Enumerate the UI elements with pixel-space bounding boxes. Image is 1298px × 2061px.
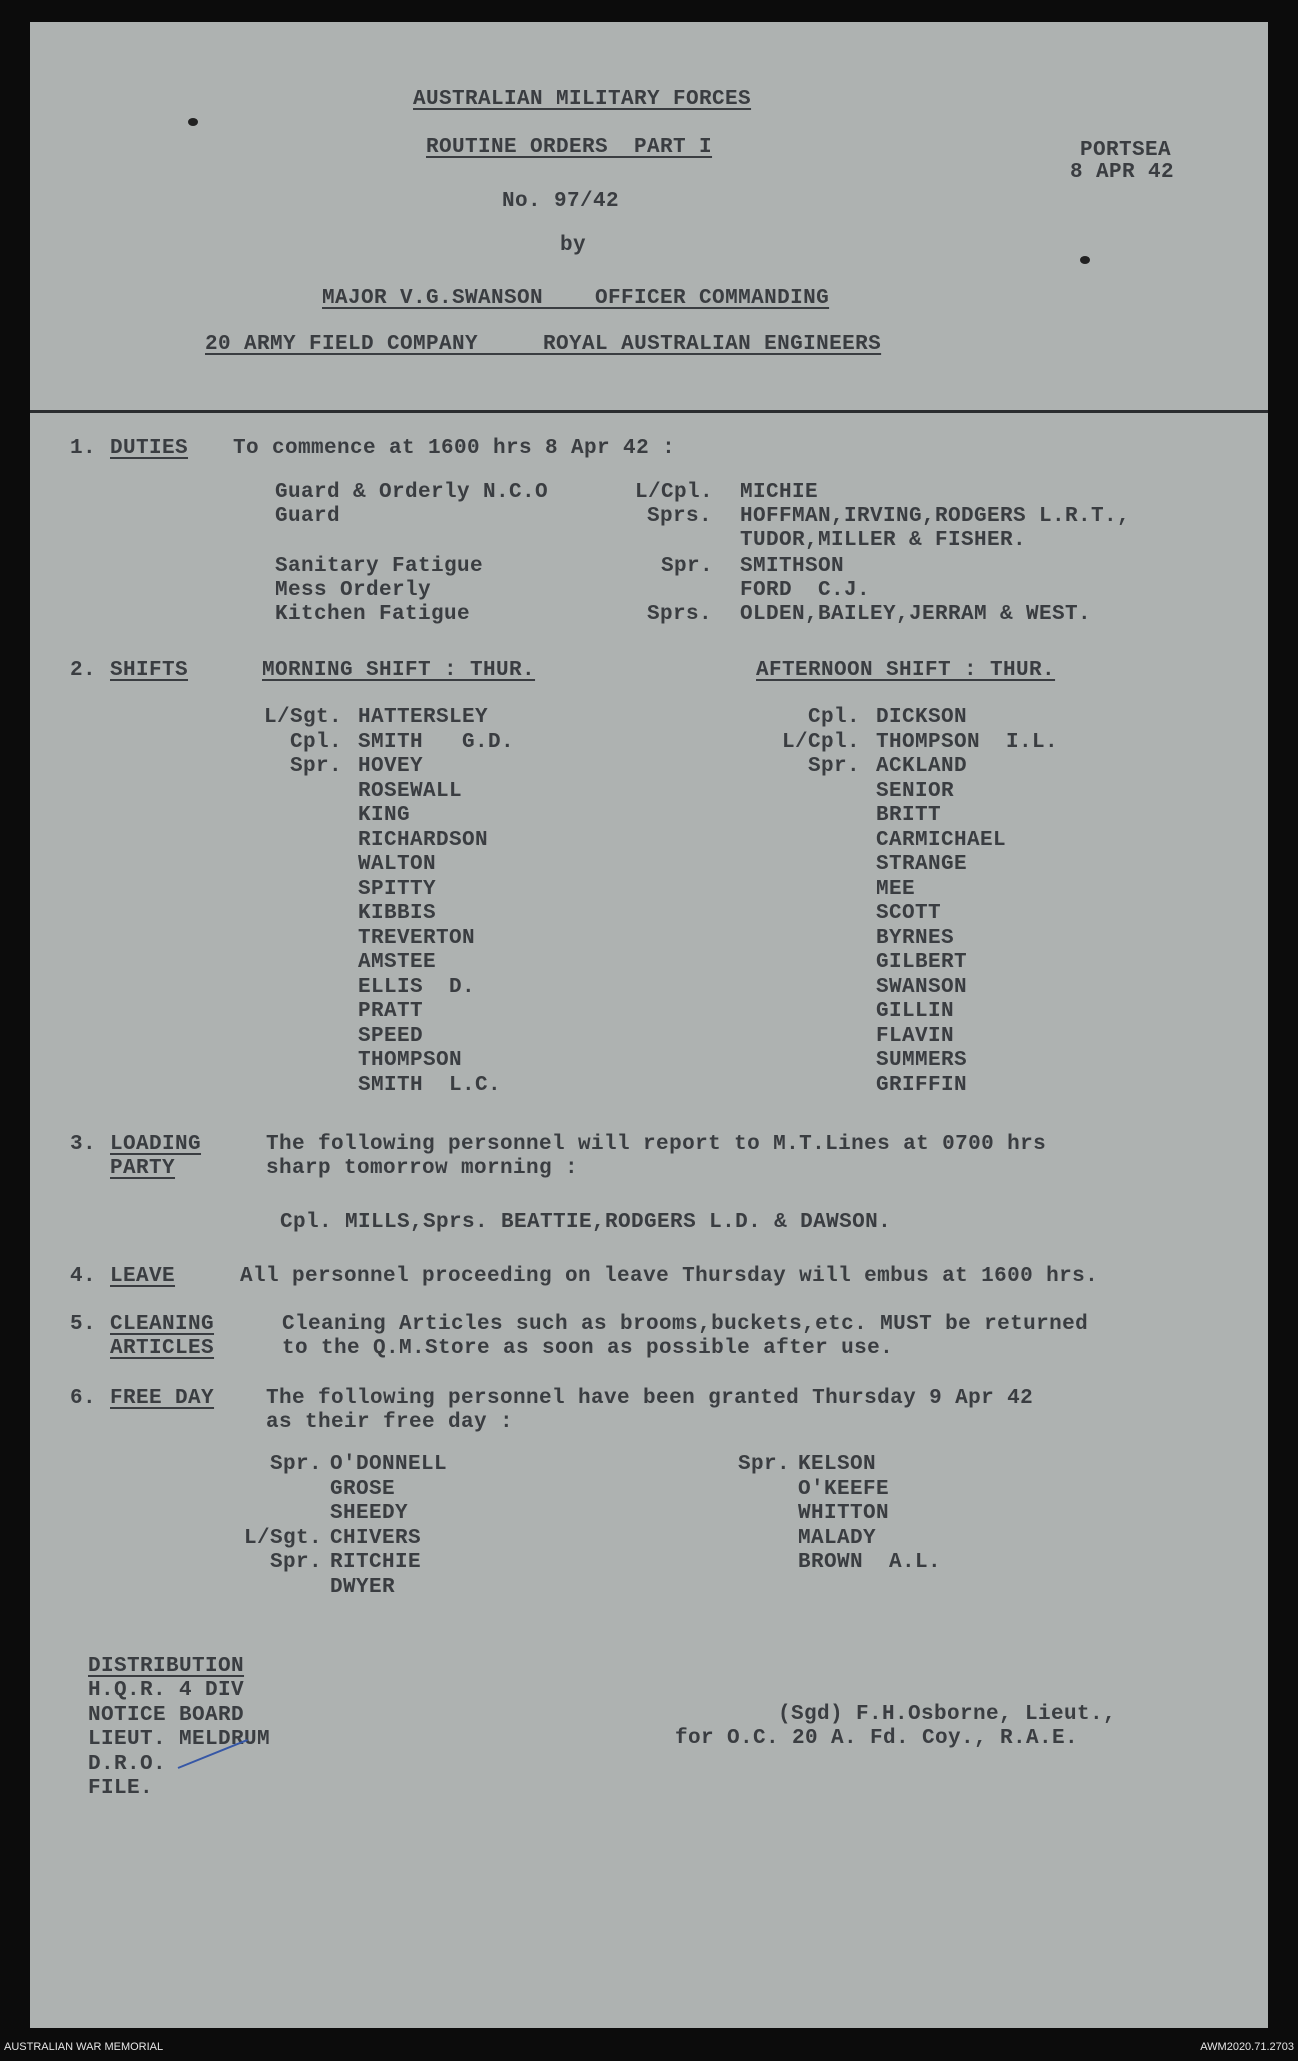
signature-line: for O.C. 20 A. Fd. Coy., R.A.E. <box>675 1727 1079 1750</box>
free-day-left-rank: Spr. <box>269 1551 322 1574</box>
free-day-left-name: GROSE <box>330 1477 396 1501</box>
free-day-right-name: KELSON <box>798 1453 877 1476</box>
morning-shift-name: RICHARDSON <box>358 828 489 852</box>
morning-shift-name: THOMPSON <box>358 1049 463 1072</box>
punch-mark <box>1080 256 1090 264</box>
afternoon-shift-name: GILBERT <box>876 951 968 974</box>
morning-shift-name: ELLIS D. <box>358 975 476 999</box>
afternoon-shift-heading: AFTERNOON SHIFT : THUR. <box>756 659 1056 682</box>
afternoon-shift-name: GRIFFIN <box>876 1073 968 1097</box>
duty-role: Guard <box>275 505 341 528</box>
duty-role: Sanitary Fatigue <box>275 555 484 578</box>
distribution-item: FILE. <box>88 1777 154 1800</box>
afternoon-shift-name: GILLIN <box>876 1000 955 1023</box>
signature-line: (Sgd) F.H.Osborne, Lieut., <box>778 1703 1117 1726</box>
afternoon-shift-name: SWANSON <box>876 975 968 999</box>
duty-rank: Spr. <box>661 555 714 578</box>
morning-shift-name: HATTERSLEY <box>358 706 489 729</box>
section-number: 1. <box>70 437 97 460</box>
section-heading-duties: DUTIES <box>110 437 189 460</box>
morning-shift-heading: MORNING SHIFT : THUR. <box>262 659 536 682</box>
document-title: AUSTRALIAN MILITARY FORCES <box>413 88 752 111</box>
duty-rank: L/Cpl. <box>635 481 714 504</box>
section-heading-loading: LOADING <box>110 1133 202 1156</box>
afternoon-shift-name: STRANGE <box>876 853 968 876</box>
afternoon-shift-name: BRITT <box>876 804 942 827</box>
free-day-right-name: MALADY <box>798 1526 877 1550</box>
duty-role: Kitchen Fatigue <box>275 603 471 626</box>
morning-shift-name: SMITH G.D. <box>358 730 515 754</box>
free-day-text: The following personnel have been granted Thursday 9 Apr 42 <box>266 1387 1034 1410</box>
duties-text: To commence at 1600 hrs 8 Apr 42 : <box>233 437 676 460</box>
place: PORTSEA <box>1080 139 1172 162</box>
section-number: 6. <box>70 1387 97 1410</box>
duty-role: Mess Orderly <box>275 579 432 602</box>
duty-names: HOFFMAN,IRVING,RODGERS L.R.T., <box>740 505 1131 528</box>
order-number: No. 97/42 <box>502 190 620 213</box>
document-page <box>30 22 1268 2028</box>
free-day-left-name: O'DONNELL <box>330 1453 448 1476</box>
section-heading-shifts: SHIFTS <box>110 659 189 682</box>
morning-shift-name: AMSTEE <box>358 951 437 974</box>
section-heading-free-day: FREE DAY <box>110 1387 215 1410</box>
free-day-left-name: SHEEDY <box>330 1502 409 1525</box>
morning-shift-name: KIBBIS <box>358 902 437 925</box>
afternoon-shift-name: DICKSON <box>876 706 968 729</box>
distribution-item: D.R.O. <box>88 1752 167 1776</box>
duty-names: OLDEN,BAILEY,JERRAM & WEST. <box>740 603 1092 626</box>
afternoon-shift-name: SUMMERS <box>876 1049 968 1072</box>
section-heading-cleaning: CLEANING <box>110 1313 215 1336</box>
free-day-left-name: RITCHIE <box>330 1551 422 1574</box>
section-number: 5. <box>70 1313 97 1336</box>
unit-line: 20 ARMY FIELD COMPANY ROYAL AUSTRALIAN ENGINEERS <box>205 333 882 356</box>
duty-names: MICHIE <box>740 481 819 504</box>
afternoon-shift-name: MEE <box>876 877 916 901</box>
morning-shift-name: SPITTY <box>358 877 437 901</box>
afternoon-shift-name: THOMPSON I.L. <box>876 730 1059 754</box>
free-day-right-name: WHITTON <box>798 1502 890 1525</box>
free-day-right-rank: Spr. <box>737 1453 790 1476</box>
section-number: 4. <box>70 1265 97 1288</box>
free-day-right-name: O'KEEFE <box>798 1477 890 1501</box>
document-subtitle: ROUTINE ORDERS PART I <box>426 136 713 159</box>
date: 8 APR 42 <box>1070 161 1175 184</box>
afternoon-shift-name: ACKLAND <box>876 755 968 778</box>
morning-shift-name: SPEED <box>358 1024 424 1048</box>
duty-rank: Sprs. <box>647 603 713 626</box>
section-heading-leave: LEAVE <box>110 1265 176 1288</box>
duty-role: Guard & Orderly N.C.O <box>275 481 549 504</box>
free-day-left-name: CHIVERS <box>330 1526 422 1550</box>
afternoon-shift-rank: L/Cpl. <box>781 730 860 754</box>
afternoon-shift-name: CARMICHAEL <box>876 828 1007 852</box>
section-number: 2. <box>70 659 97 682</box>
divider-line <box>30 410 1268 413</box>
morning-shift-name: SMITH L.C. <box>358 1073 502 1097</box>
free-day-right-name: BROWN A.L. <box>798 1551 942 1574</box>
distribution-item: H.Q.R. 4 DIV <box>88 1679 245 1702</box>
loading-names: Cpl. MILLS,Sprs. BEATTIE,RODGERS L.D. & DAWSON. <box>280 1211 892 1234</box>
morning-shift-name: HOVEY <box>358 755 424 778</box>
afternoon-shift-rank: Spr. <box>807 755 860 778</box>
afternoon-shift-name: BYRNES <box>876 926 955 950</box>
leave-text: All personnel proceeding on leave Thursday will embus at 1600 hrs. <box>240 1265 1099 1288</box>
free-day-left-rank: L/Sgt. <box>243 1526 322 1550</box>
morning-shift-name: TREVERTON <box>358 926 476 950</box>
duty-names: TUDOR,MILLER & FISHER. <box>740 529 1027 552</box>
morning-shift-rank: Spr. <box>289 755 342 778</box>
morning-shift-name: ROSEWALL <box>358 779 463 803</box>
distribution-item: NOTICE BOARD <box>88 1703 245 1727</box>
afternoon-shift-name: SCOTT <box>876 902 942 925</box>
footer-credit: AUSTRALIAN WAR MEMORIAL <box>4 2041 164 2053</box>
cleaning-text: to the Q.M.Store as soon as possible after use. <box>282 1337 894 1360</box>
duty-names: SMITHSON <box>740 555 845 578</box>
distribution-heading: DISTRIBUTION <box>88 1655 245 1678</box>
duty-names: FORD C.J. <box>740 579 871 602</box>
afternoon-shift-name: SENIOR <box>876 779 955 803</box>
section-number: 3. <box>70 1133 97 1156</box>
afternoon-shift-rank: Cpl. <box>807 706 860 729</box>
free-day-left-name: DWYER <box>330 1575 396 1599</box>
morning-shift-rank: Cpl. <box>289 730 342 754</box>
free-day-left-rank: Spr. <box>269 1453 322 1476</box>
morning-shift-name: PRATT <box>358 1000 424 1023</box>
afternoon-shift-name: FLAVIN <box>876 1024 955 1048</box>
cleaning-text: Cleaning Articles such as brooms,buckets,etc. MUST be returned <box>282 1313 1089 1336</box>
section-heading-articles: ARTICLES <box>110 1337 215 1360</box>
footer-accession: AWM2020.71.2703 <box>1200 2041 1294 2053</box>
commander-line: MAJOR V.G.SWANSON OFFICER COMMANDING <box>322 287 830 310</box>
morning-shift-name: KING <box>358 804 411 827</box>
punch-mark <box>188 118 198 126</box>
morning-shift-name: WALTON <box>358 853 437 876</box>
by-line: by <box>560 234 587 257</box>
distribution-item: LIEUT. MELDRUM <box>88 1728 271 1751</box>
loading-text: sharp tomorrow morning : <box>266 1157 579 1180</box>
free-day-text: as their free day : <box>266 1411 514 1434</box>
section-heading-party: PARTY <box>110 1157 176 1180</box>
duty-rank: Sprs. <box>647 505 713 528</box>
morning-shift-rank: L/Sgt. <box>263 706 342 729</box>
loading-text: The following personnel will report to M.T.Lines at 0700 hrs <box>266 1133 1047 1156</box>
